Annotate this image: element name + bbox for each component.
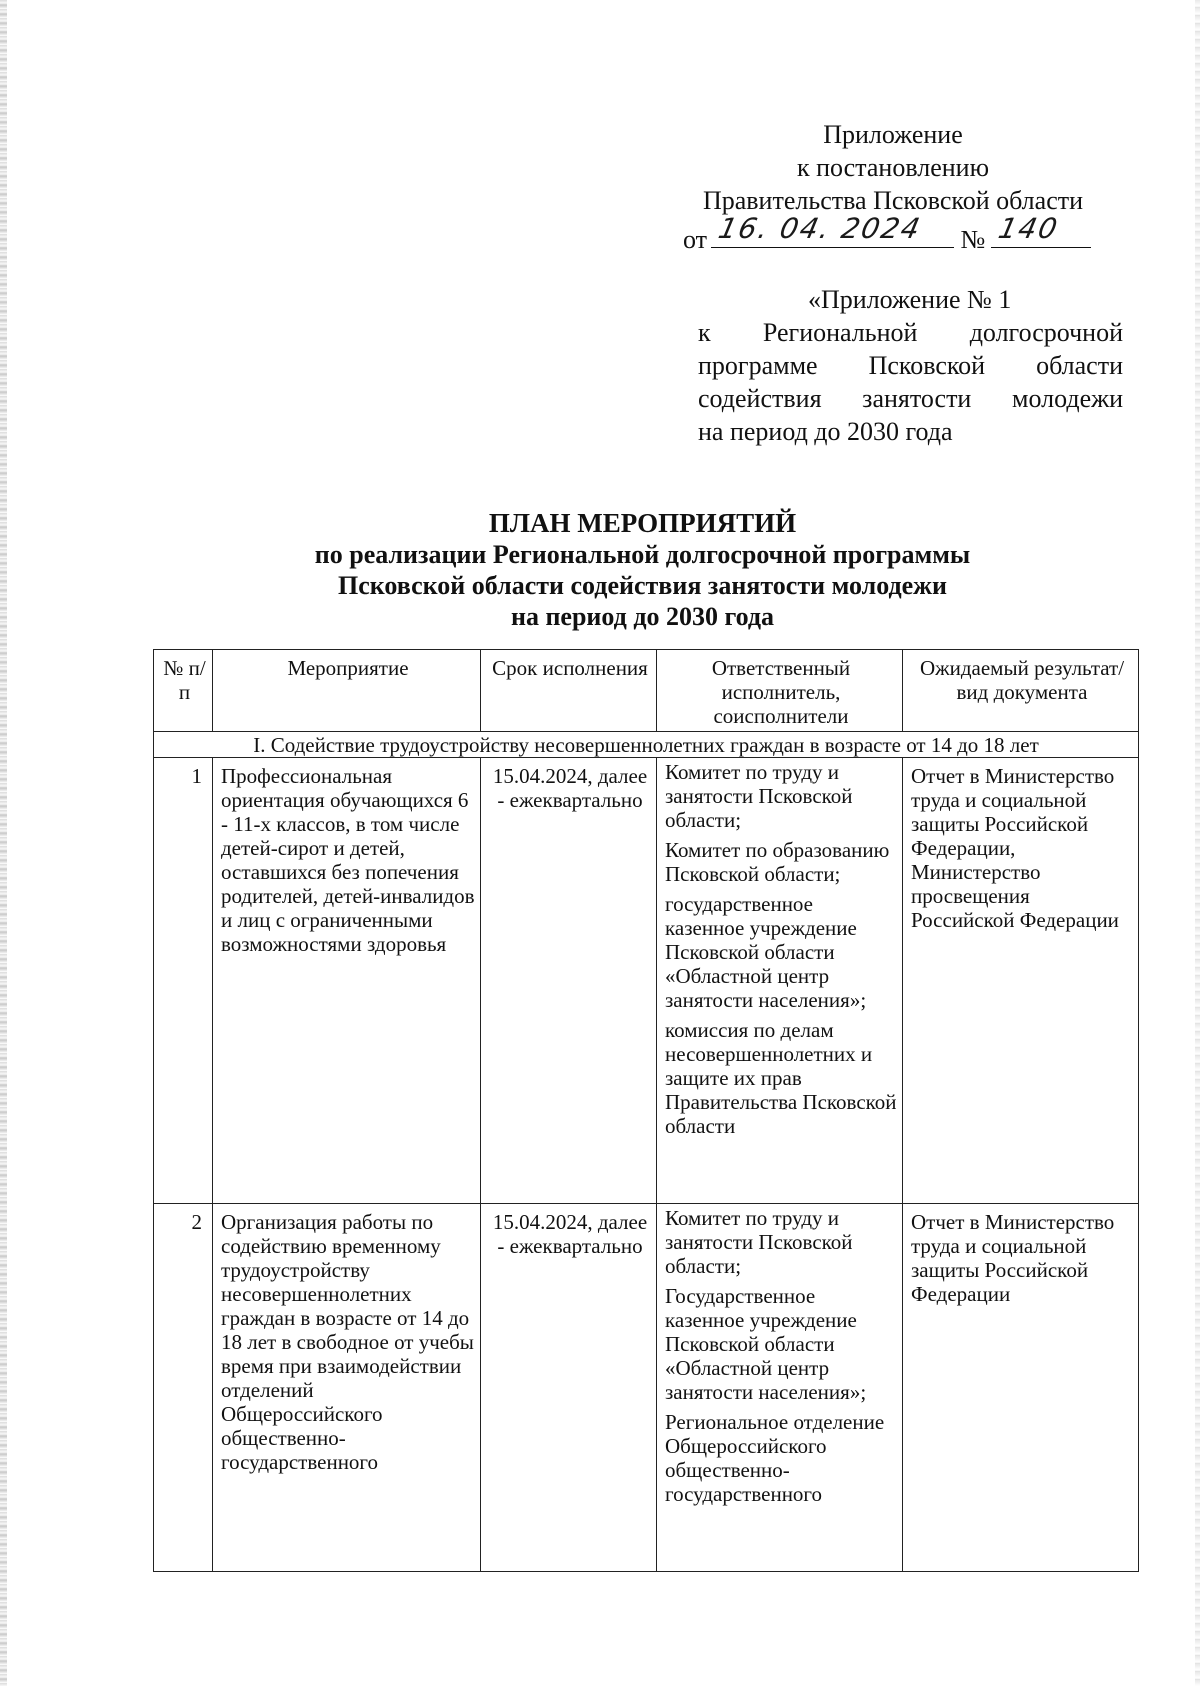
title-subtitle-2: Псковской области содействия занятости молодежи [338,571,947,600]
scan-edge-left [0,0,7,1686]
appendix-header [683,118,1103,255]
row-num: 2 [154,1204,213,1572]
row-num: 1 [154,758,213,1204]
appendix-1-line: на период до 2030 года [698,417,953,446]
row-result: Отчет в Министерство труда и социальной защиты Российской Федерации [903,1204,1139,1572]
row-result: Отчет в Министерство труда и социальной защиты Российской Федерации, Министерство просвещения Российской Федерации [903,758,1139,1204]
section-row [154,732,1139,758]
title-subtitle-1: по реализации Региональной долгосрочной программы [314,540,971,569]
date-field [711,212,954,248]
appendix-1-title: «Приложение № 1 [808,285,1012,314]
appendix-line-2: к постановлению [796,153,990,182]
header-result: Ожидаемый результат/вид документа [903,650,1139,732]
scan-edge-right [1195,0,1200,1686]
appendix-1-line: программе Псковской области [698,351,1123,380]
responsible-entry: Региональное отделение Общероссийского общественно-государственного [665,1410,885,1506]
header-responsible: Ответственный исполнитель, соисполнители [657,650,903,732]
document-title [150,508,1135,632]
date-prefix: от [683,225,708,254]
row-responsible [657,1204,903,1572]
appendix-line-3: Правительства Псковской области [702,186,1084,215]
responsible-entry: государственное казенное учреждение Псковской области «Областной центр занятости населения»; [665,892,867,1012]
title-main: ПЛАН МЕРОПРИЯТИЙ [488,508,797,538]
number-field [991,212,1091,248]
table-row [154,1204,1139,1572]
responsible-entry: комиссия по делам несовершеннолетних и защите их прав Правительства Псковской области [665,1018,897,1138]
row-activity: Организация работы по содействию временному трудоустройству несовершеннолетних граждан в возрасте от 14 до 18 лет в свободное от учебы время при взаимодействии отделений Общероссийского общественно-государственного [213,1204,481,1572]
header-activity: Мероприятие [213,650,481,732]
number-prefix: № [960,225,986,254]
row-term: 15.04.2024, далее - ежеквартально [481,758,657,1204]
responsible-entry: Государственное казенное учреждение Псковской области «Областной центр занятости населения»; [665,1284,867,1404]
responsible-entry: Комитет по труду и занятости Псковской области; [665,760,853,832]
header-num: № п/п [154,650,213,732]
row-responsible [657,758,903,1204]
responsible-entry: Комитет по труду и занятости Псковской области; [665,1206,853,1278]
original-appendix-reference [698,283,1123,448]
table-row [154,758,1139,1204]
appendix-1-line: содействия занятости молодежи [698,384,1123,413]
activities-table [153,649,1139,1572]
handwritten-number: 140 [995,212,1063,245]
appendix-1-line: к Региональной долгосрочной [698,318,1123,347]
responsible-entry: Комитет по образованию Псковской области; [665,838,890,886]
handwritten-date: 16. 04. 2024 [715,212,925,245]
section-title: I. Содействие трудоустройству несовершеннолетних граждан в возрасте от 14 до 18 лет [154,732,1139,758]
table-header-row [154,650,1139,732]
appendix-line-1: Приложение [823,120,963,149]
row-term: 15.04.2024, далее - ежеквартально [481,1204,657,1572]
header-term: Срок исполнения [481,650,657,732]
resolution-date-number [683,212,1103,255]
title-subtitle-3: на период до 2030 года [510,602,775,631]
row-activity: Профессиональная ориентация обучающихся 6 - 11-х классов, в том числе детей-сирот и детей, оставшихся без попечения родителей, детей-инвалидов и лиц с ограниченными возможностями здоровья [213,758,481,1204]
